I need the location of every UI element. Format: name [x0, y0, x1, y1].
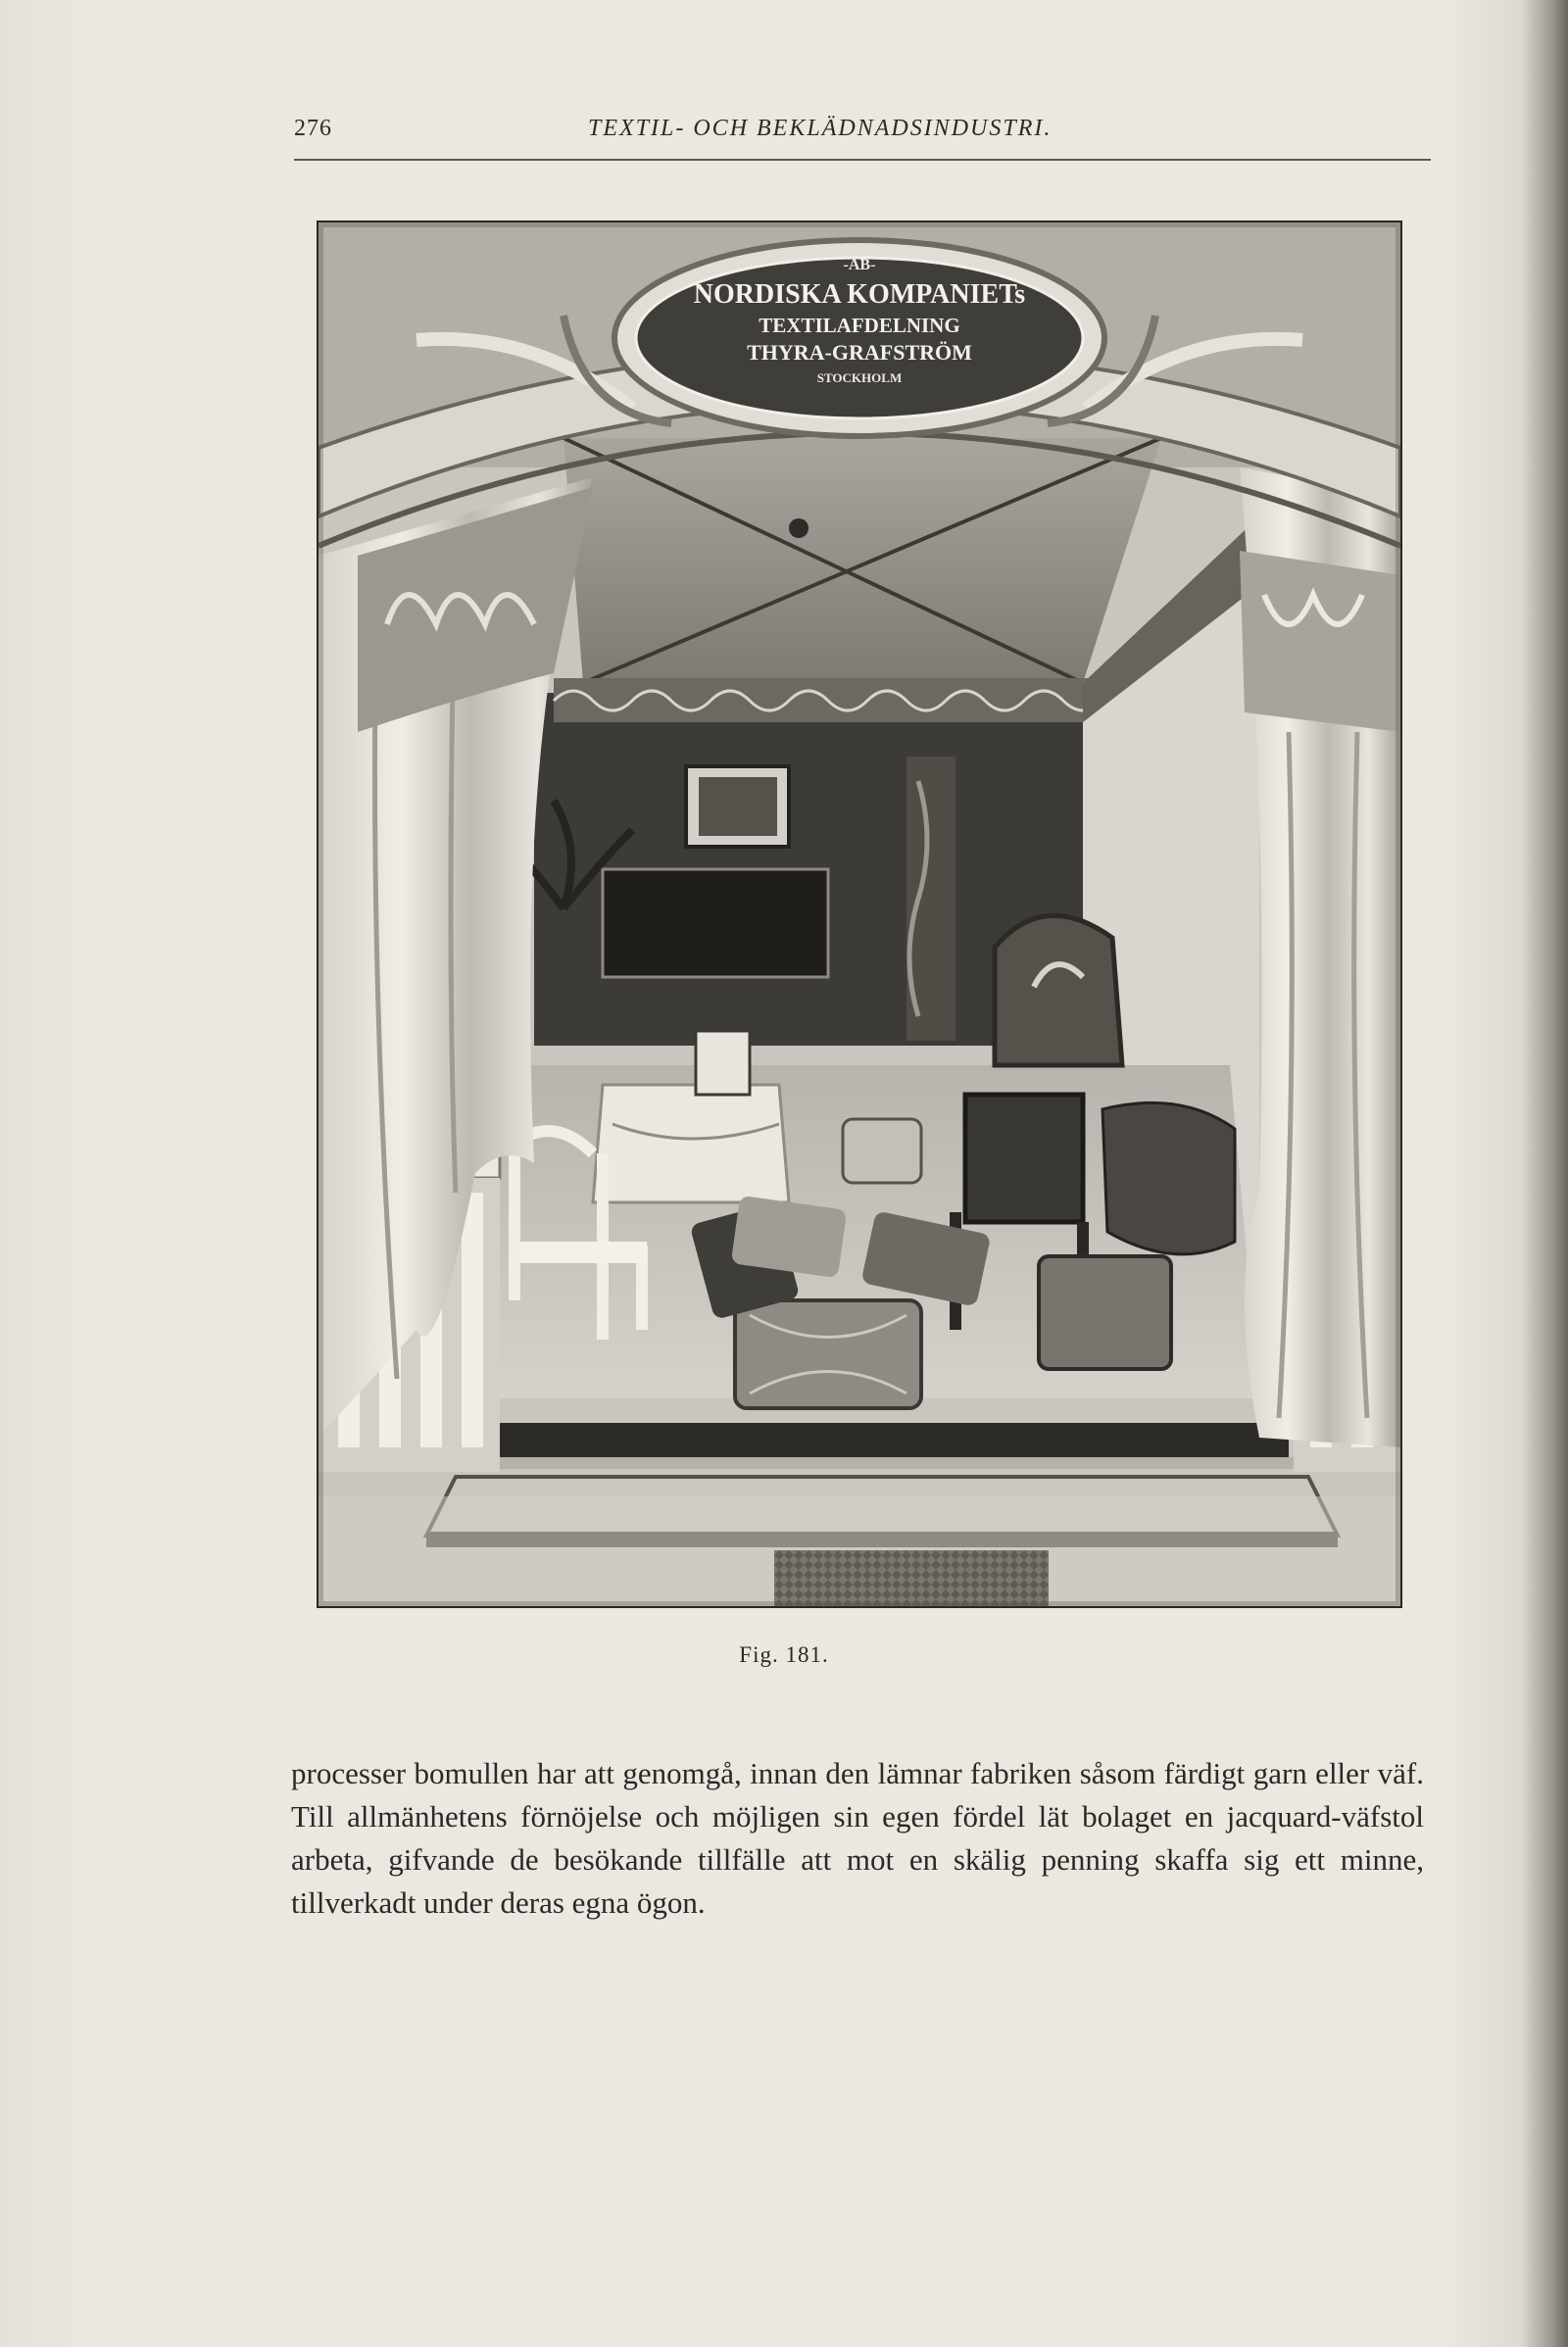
page-header — [294, 116, 1431, 161]
photo-illustration — [318, 222, 1400, 1606]
body-paragraph: processer bomullen har att genomgå, innan den lämnar fabriken såsom färdigt garn eller väf. Till allmänhetens förnöjelse och möjligen sin egen fördel lät bolaget en jacquard-väfstol arbeta, gifvande de besökande tillfälle att mot en skälig penning skaffa sig ett minne, tillverkadt under deras egna ögon. — [291, 1756, 1424, 1920]
sign-line-ab: -AB- — [843, 257, 876, 273]
sign-line-city: STOCKHOLM — [816, 370, 903, 385]
sign-line-name: THYRA-GRAFSTRÖM — [747, 340, 972, 365]
running-title: TEXTIL- OCH BEKLÄDNADSINDUSTRI. — [588, 116, 1053, 141]
sign-line-company: NORDISKA KOMPANIETs — [693, 279, 1026, 310]
page-number: 276 — [294, 116, 332, 141]
body-text — [291, 1752, 1424, 1925]
exhibition-photograph — [317, 220, 1402, 1608]
sign-line-department: TEXTILAFDELNING — [759, 314, 960, 337]
figure-caption: Fig. 181. — [739, 1642, 829, 1667]
